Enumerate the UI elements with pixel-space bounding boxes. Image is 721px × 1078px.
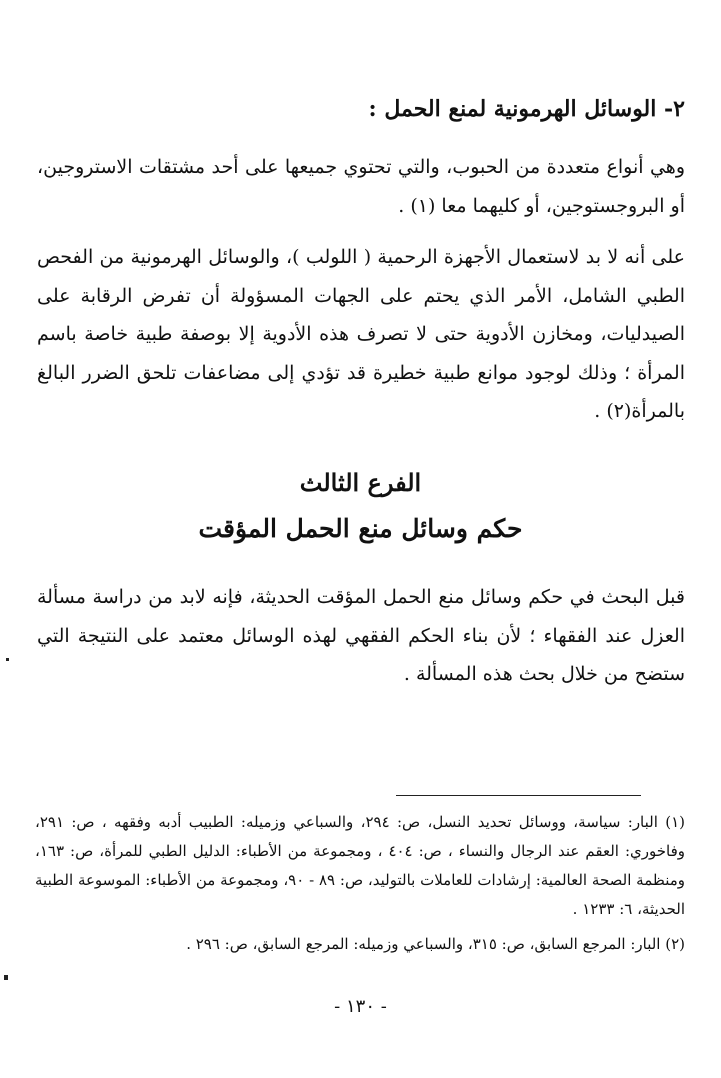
- paragraph-coitus-interruptus: قبل البحث في حكم وسائل منع الحمل المؤقت الحديثة، فإنه لابد من دراسة مسألة العزل عند الفقهاء ؛ لأن بناء الحكم الفقهي لهذه الوسائل معتمد على النتيجة التي ستضح من خلال بحث هذه المسألة .: [37, 586, 685, 685]
- footnote-2: (٢) البار: المرجع السابق، ص: ٣١٥، والسباعي وزميله: المرجع السابق، ص: ٢٩٦ .: [186, 935, 685, 953]
- footnote-1: (١) البار: سياسة، ووسائل تحديد النسل، ص: ٢٩٤، والسباعي وزميله: الطبيب أدبه وفقهه ، ص: ٢٩١، وفاخوري: العقم عند الرجال والنساء ، ص: ٤٠٤ ، ومجموعة من الأطباء: الدليل الطبي للمرأة، ص: ١٦٣، ومنظمة الصحة العالمية: إرشادات للعاملات بالتوليد، ص: ٨٩ - ٩٠، ومجموعة من الأطباء: الموسوعة الطبية الحديثة، ٦: ١٢٣٣ .: [35, 813, 686, 918]
- paragraph-hormonal-methods: وهي أنواع متعددة من الحبوب، والتي تحتوي جميعها على أحد مشتقات الاستروجين، أو البروجستوجين، أو كليهما معا (١) .: [37, 156, 685, 217]
- paragraph-medical-examination: على أنه لا بد لاستعمال الأجهزة الرحمية ( اللولب )، والوسائل الهرمونية من الفحص الطبي الشامل، الأمر الذي يحتم على الجهات المسؤولة أن تفرض الرقابة على الصيدليات، ومخازن الأدوية حتى لا تصرف هذه الأدوية إلا بوصفة طبية خاصة باسم المرأة ؛ وذلك لوجود موانع طبية خطيرة قد تؤدي إلى مضاعفات تلحق الضرر البالغ بالمرأة(٢) .: [37, 246, 685, 422]
- page-number: - ١٣٠ -: [334, 996, 387, 1017]
- section-title-ruling: حكم وسائل منع الحمل المؤقت: [198, 514, 523, 543]
- scan-speck: [4, 975, 8, 980]
- scan-speck: [6, 658, 9, 661]
- footnotes: [35, 808, 685, 959]
- footnote-separator: [396, 795, 641, 796]
- subsection-heading: ٢- الوسائل الهرمونية لمنع الحمل :: [368, 96, 685, 122]
- section-title-branch: الفرع الثالث: [299, 468, 422, 497]
